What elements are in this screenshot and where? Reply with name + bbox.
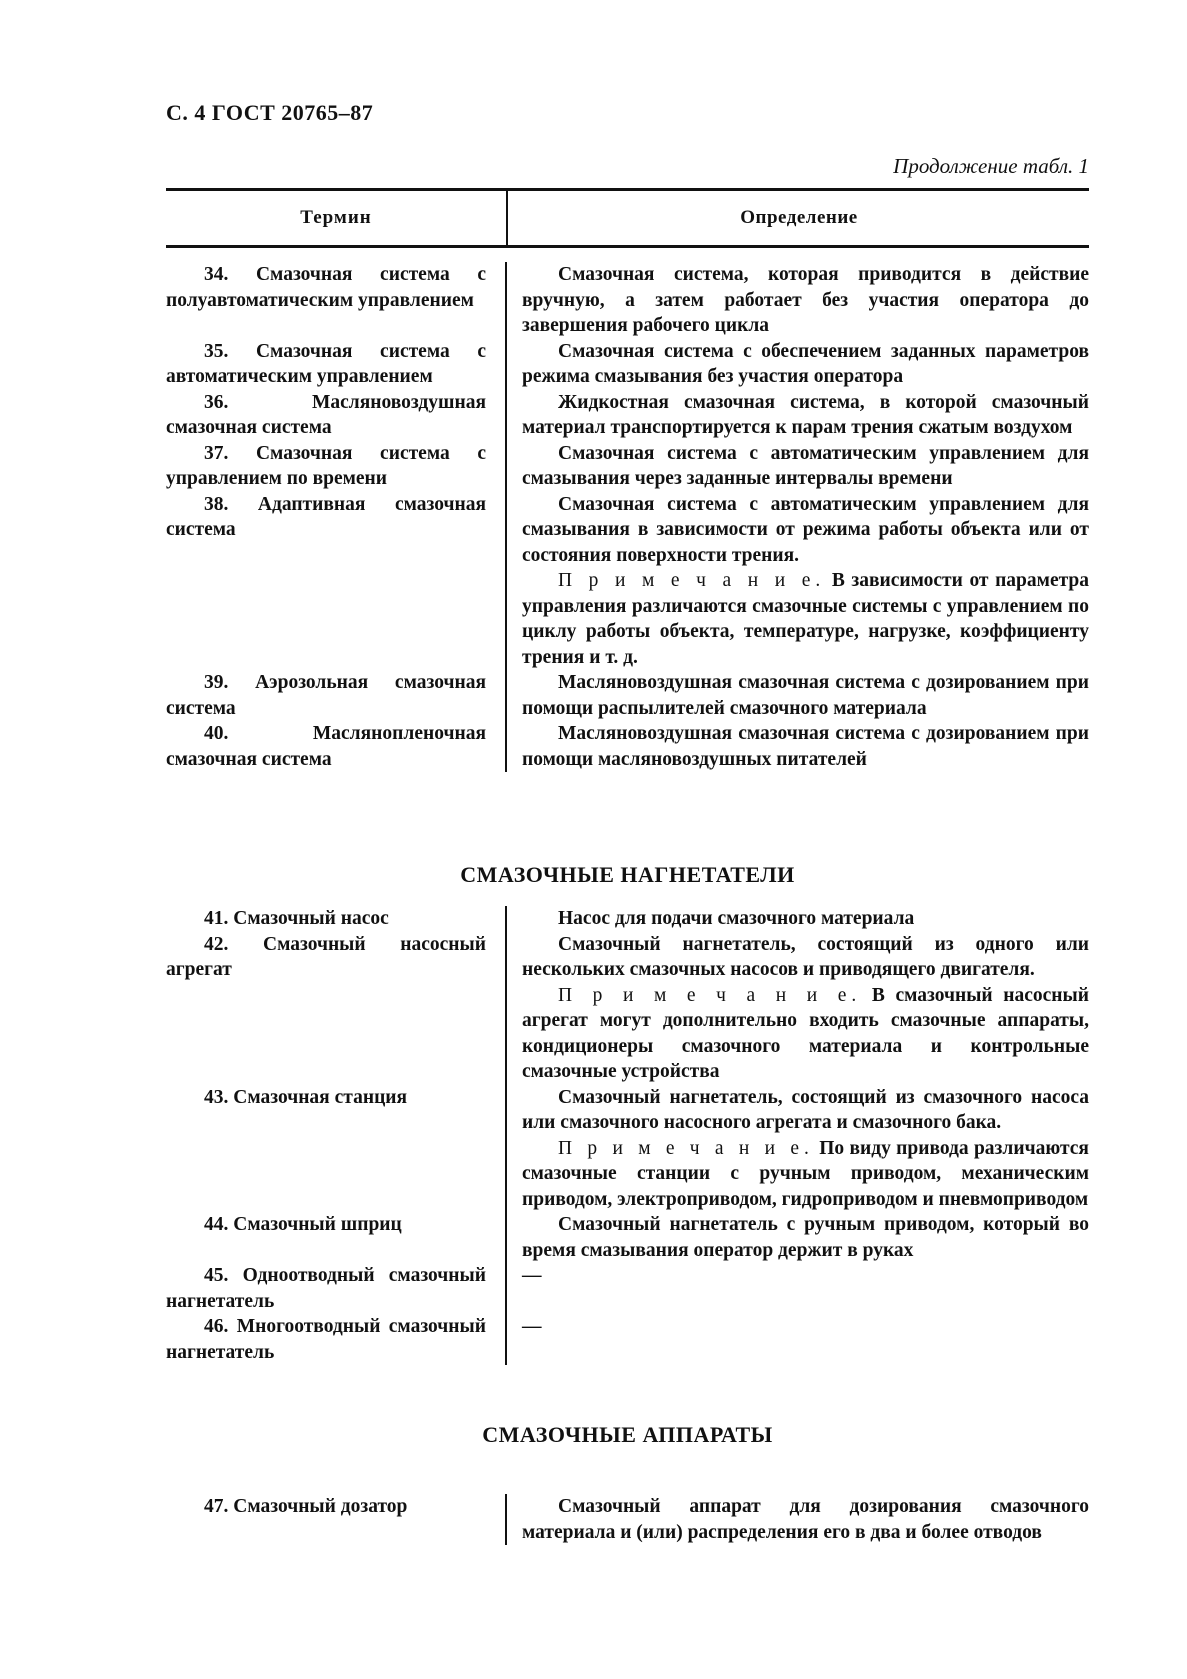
definition-cell: Насос для подачи смазочного материала [558,908,915,929]
term-row [166,262,1089,339]
definition-cell [502,492,1089,671]
definition-text: Смазочная система с автоматическим управлением для смазывания в зависимости от режима работы объекта или от состояния поверхности трения. [522,493,1089,566]
terms-block-apparatus [166,1494,1089,1545]
terms-block-systems [166,262,1089,772]
definition-cell: Смазочная система с обеспечением заданных параметров режима смазывания без участия оператора [522,340,1089,387]
term-cell: 45. Одноотводный смазочный нагнетатель [166,1265,486,1312]
section-title-apparatus: СМАЗОЧНЫЕ АППАРАТЫ [482,1422,773,1447]
definition-cell: Смазочный нагнетатель с ручным приводом, который во время смазывания оператор держит в руках [522,1214,1089,1261]
term-row [166,1494,1089,1545]
definition-cell: — [522,1265,542,1286]
term-row [166,932,1089,1085]
table-header [166,188,1089,248]
term-row [166,339,1089,390]
term-cell: 42. Смазочный насосный агрегат [166,933,486,980]
note-text: В зависимости от параметра управления различаются смазочные системы с управлением по циклу работы объекта, температуре, нагрузке, коэффициенту трения и т. д. [522,570,1090,668]
definition-column-header: Определение [740,207,858,228]
definition-cell: Масляновоздушная смазочная система с дозированием при помощи распылителей смазочного материала [522,672,1089,719]
term-cell: 47. Смазочный дозатор [204,1496,408,1517]
note-label: П р и м е ч а н и е. [558,984,862,1006]
terms-block-pumps [166,906,1089,1365]
term-row [166,492,1089,671]
section-title-pumps: СМАЗОЧНЫЕ НАГНЕТАТЕЛИ [460,862,795,887]
definition-text: Смазочный нагнетатель, состоящий из одного или нескольких смазочных насосов и приводящего двигателя. [522,933,1089,980]
term-cell: 35. Смазочная система с автоматическим управлением [166,340,486,387]
note-text: В смазочный насосный агрегат могут дополнительно входить смазочные аппараты, кондиционеры смазочного материала и контрольные смазочные устройства [522,984,1089,1082]
definition-cell [502,1085,1089,1213]
note-label: П р и м е ч а н и е. [558,1137,814,1159]
definition-cell [502,932,1089,1085]
term-row [166,441,1089,492]
term-row [166,390,1089,441]
term-cell: 36. Масляновоздушная смазочная система [166,391,486,438]
term-cell: 34. Смазочная система с полуавтоматическим управлением [166,264,486,311]
term-cell: 40. Маслянопленочная смазочная система [166,723,486,770]
definition-cell: Смазочная система, которая приводится в действие вручную, а затем работает без участия оператора до завершения рабочего цикла [522,264,1089,336]
term-row [166,1212,1089,1263]
term-cell: 41. Смазочный насос [204,908,389,929]
definition-cell: Масляновоздушная смазочная система с дозированием при помощи масляновоздушных питателей [522,723,1089,770]
note-paragraph [522,1136,1089,1213]
definition-cell: Смазочная система с автоматическим управлением для смазывания через заданные интервалы времени [522,442,1089,489]
term-cell: 43. Смазочная станция [204,1086,408,1108]
term-cell: 38. Адаптивная смазочная система [166,493,486,540]
term-row [166,1314,1089,1365]
column-divider [506,191,508,245]
note-text: По виду привода различаются смазочные станции с ручным приводом, механическим приводом, электроприводом, гидроприводом и пневмоприводом [522,1137,1089,1210]
definition-text: Смазочный нагнетатель, состоящий из смазочного насоса или смазочного насосного агрегата и смазочного бака. [522,1086,1089,1133]
term-cell: 37. Смазочная система с управлением по времени [166,442,486,489]
definition-cell: Жидкостная смазочная система, в которой смазочный материал транспортируется к парам трения сжатым воздухом [522,391,1089,438]
term-row [166,1085,1089,1213]
term-row [166,906,1089,932]
term-row [166,670,1089,721]
term-column-header: Термин [300,207,372,228]
term-cell: 46. Многоотводный смазочный нагнетатель [166,1316,486,1363]
definition-cell: — [522,1316,542,1337]
term-row [166,1263,1089,1314]
note-paragraph [522,568,1089,670]
page-header: С. 4 ГОСТ 20765–87 [166,100,374,125]
note-label: П р и м е ч а н и е. [558,570,826,591]
term-cell: 44. Смазочный шприц [204,1214,402,1235]
note-paragraph [522,983,1089,1085]
table-continuation-label: Продолжение табл. 1 [893,154,1089,178]
definition-cell: Смазочный аппарат для дозирования смазочного материала и (или) распределения его в два и более отводов [522,1496,1089,1543]
term-row [166,721,1089,772]
term-cell: 39. Аэрозольная смазочная система [166,672,486,719]
